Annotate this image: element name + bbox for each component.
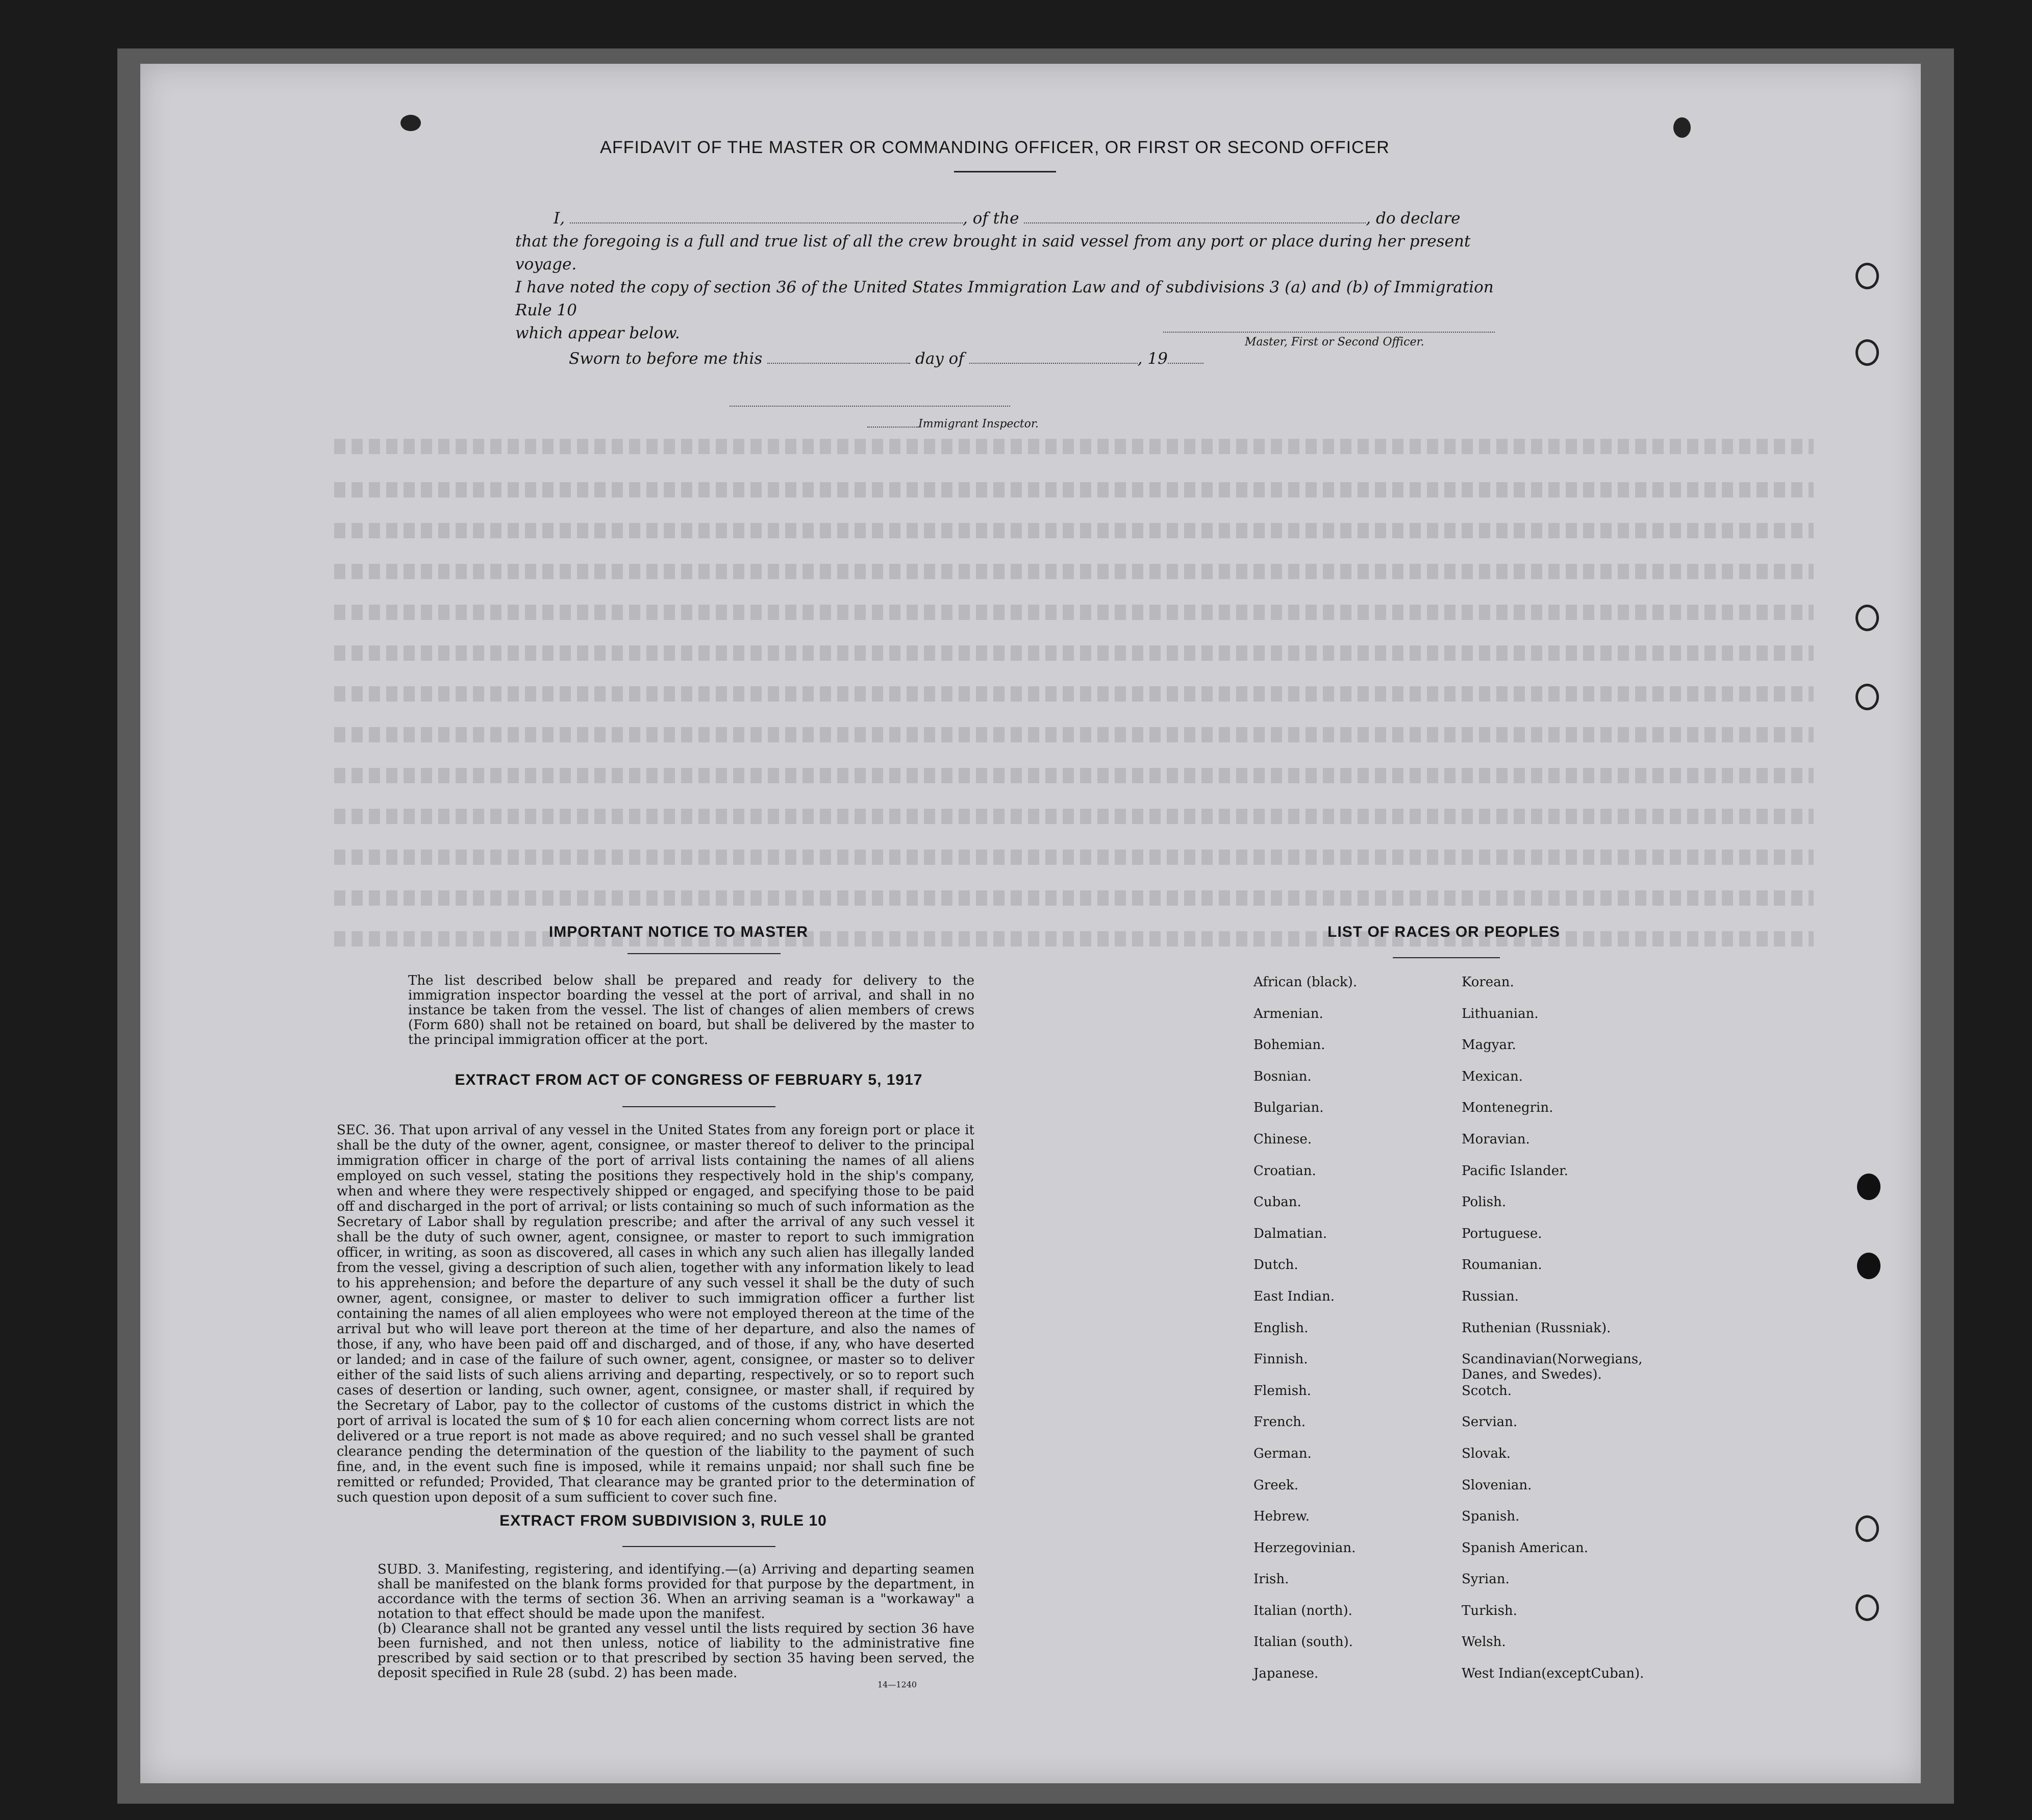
day-field[interactable] <box>767 347 910 364</box>
binder-hole <box>1855 263 1879 289</box>
day-of-label: day of <box>915 350 964 368</box>
form-number: 14—1240 <box>877 1680 917 1689</box>
race-item: Italian (south). <box>1253 1634 1353 1650</box>
binder-hole <box>1857 1174 1880 1200</box>
extract-act-underline <box>622 1106 775 1107</box>
race-item: Servian. <box>1462 1414 1518 1430</box>
binder-hole <box>1855 1594 1879 1621</box>
race-item: Bulgarian. <box>1253 1100 1324 1116</box>
affidavit-line-4: which appear below. <box>515 324 680 342</box>
of-the-label: , of the <box>962 209 1019 228</box>
race-item: Welsh. <box>1462 1634 1506 1650</box>
race-item: Korean. <box>1462 975 1514 990</box>
race-item: German. <box>1253 1445 1312 1461</box>
race-item: Slovak. <box>1462 1445 1511 1461</box>
affidavit-title: AFFIDAVIT OF THE MASTER OR COMMANDING OFFICER, OR FIRST OR SECOND OFFICER <box>600 138 1390 157</box>
affidavit-line-1 <box>515 207 1497 230</box>
year-label: , 19 <box>1137 350 1168 368</box>
races-list-left <box>1253 975 1447 1698</box>
extract-rule-underline <box>622 1546 775 1547</box>
race-item: Slovenian. <box>1462 1477 1532 1493</box>
race-item: Greek. <box>1253 1477 1298 1493</box>
race-item: Armenian. <box>1253 1006 1323 1021</box>
binder-hole <box>1855 1515 1879 1542</box>
binder-hole <box>1855 339 1879 366</box>
master-signature-field[interactable] <box>1163 332 1495 333</box>
year-field[interactable] <box>1168 347 1203 364</box>
race-item: Moravian. <box>1462 1131 1530 1147</box>
race-item: Montenegrin. <box>1462 1100 1553 1116</box>
race-item: Finnish. <box>1253 1352 1308 1367</box>
race-item: Roumanian. <box>1462 1257 1542 1273</box>
binder-hole <box>1857 1253 1880 1279</box>
race-item: Lithuanian. <box>1462 1006 1539 1021</box>
race-item: Bohemian. <box>1253 1037 1325 1053</box>
race-item: Flemish. <box>1253 1383 1312 1399</box>
notice-underline <box>628 953 781 954</box>
race-item: Syrian. <box>1462 1572 1510 1587</box>
extract-act-text: SEC. 36. That upon arrival of any vessel in the United States from any foreign port or place it shall be the duty of the owner, agent, consignee, or master thereof to deliver to the principal immigration officer in charge of the port of arrival lists containing the names of all aliens employed on such vessel, stating the positions they respectively hold in the ship's company, when and where they were respectively shipped or engaged, and specifying those to be paid off and discharged in the port of arrival; or lists containing so much of such information as the Secretary of Labor shall by regulation prescribe; and after the arrival of any such vessel it shall be the duty of such owner, agent, consignee, or master to report to such immigration officer, in writing, as soon as discovered, all cases in which any such alien has illegally landed from the vessel, giving a description of such alien, together with any information likely to lead to his apprehension; and before the departure of any such vessel it shall be the duty of such owner, agent, consignee, or master to deliver to such immigration officer a further list containing the names of all alien employees who were not employed thereon at the time of the arrival but who will leave port thereon at the time of her departure, and also the names of those, if any, who have been paid off and discharged, and of those, if any, who have deserted or landed; and in case of the failure of such owner, agent, consignee, or master so to deliver either of the said lists of such aliens arriving and departing, respectively, or so to report such cases of desertion or landing, such owner, agent, consignee, or master shall, if required by the Secretary of Labor, pay to the collector of customs of the customs district in which the port of arrival is located the sum of $ 10 for each alien concerning whom correct lists are not delivered or a true report is not made as above required; and no such vessel shall be granted clearance pending the determination of the question of the liability to the payment of such fine, and, in the event such fine is imposed, while it remains unpaid; nor shall such fine be remitted or refunded; Provided, That clearance may be granted prior to the determination of such question upon deposit of a sum sufficient to cover such fine. <box>337 1123 974 1505</box>
master-signature-label: Master, First or Second Officer. <box>1245 336 1424 348</box>
race-item: Turkish. <box>1462 1603 1517 1618</box>
races-title: LIST OF RACES OR PEOPLES <box>1327 924 1560 940</box>
race-item: Spanish American. <box>1462 1540 1589 1556</box>
race-item: English. <box>1253 1320 1309 1336</box>
race-item: African (black). <box>1253 975 1358 990</box>
affidavit-line-3: I have noted the copy of section 36 of the United States Immigration Law and of subdivisions 3 (a) and (b) of Immigration Rule 10 <box>515 278 1494 319</box>
title-underline <box>954 171 1056 172</box>
race-item: Croatian. <box>1253 1163 1316 1179</box>
race-item: Chinese. <box>1253 1131 1312 1147</box>
do-declare-label: , do declare <box>1366 209 1461 228</box>
race-item: Polish. <box>1462 1194 1507 1210</box>
vessel-field[interactable] <box>1024 207 1366 223</box>
race-item: French. <box>1253 1414 1306 1430</box>
ink-blot <box>1673 117 1691 138</box>
race-item: Italian (north). <box>1253 1603 1352 1618</box>
race-item: Scandinavian(Norwegians, Danes, and Swedes). <box>1462 1352 1643 1383</box>
race-item: Ruthenian (Russniak). <box>1462 1320 1611 1336</box>
month-field[interactable] <box>969 347 1138 364</box>
binder-hole <box>1855 684 1879 710</box>
race-item: Dutch. <box>1253 1257 1298 1273</box>
race-item: Pacific Islander. <box>1462 1163 1568 1179</box>
race-item: West Indian(exceptCuban). <box>1462 1666 1644 1682</box>
sworn-label: Sworn to before me this <box>569 350 763 368</box>
race-item: Dalmatian. <box>1253 1226 1327 1241</box>
extract-rule-title: EXTRACT FROM SUBDIVISION 3, RULE 10 <box>499 1512 827 1529</box>
inspector-label-text: Immigrant Inspector. <box>918 417 1039 431</box>
i-label: I, <box>554 209 565 228</box>
rule-para-a: SUBD. 3. Manifesting, registering, and identifying.—(a) Arriving and departing seamen shall be manifested on the blank forms provided for that purpose by the department, in accordance with the terms of section 36. When an arriving seaman is a "workaway" a notation to that effect should be made upon the manifest. <box>378 1562 974 1622</box>
race-item: Hebrew. <box>1253 1509 1310 1525</box>
binder-hole <box>1855 605 1879 631</box>
race-item: Russian. <box>1462 1288 1519 1304</box>
race-item: Scotch. <box>1462 1383 1512 1399</box>
race-item: Bosnian. <box>1253 1068 1312 1084</box>
affidavit-body <box>515 207 1497 345</box>
race-item: Mexican. <box>1462 1068 1523 1084</box>
notice-title: IMPORTANT NOTICE TO MASTER <box>548 924 809 940</box>
race-item: Spanish. <box>1462 1509 1520 1525</box>
affidavit-line-2: that the foregoing is a full and true list of all the crew brought in said vessel from any port or place during her present voyage. <box>515 232 1471 273</box>
race-item: Magyar. <box>1462 1037 1516 1053</box>
extract-rule-text <box>378 1562 974 1681</box>
sworn-line <box>569 347 1203 368</box>
extract-act-title: EXTRACT FROM ACT OF CONGRESS OF FEBRUARY 5, 1917 <box>455 1071 923 1088</box>
race-item: Herzegovinian. <box>1253 1540 1356 1556</box>
inspector-signature-field[interactable] <box>730 406 1010 407</box>
race-item: East Indian. <box>1253 1288 1335 1304</box>
races-underline <box>1393 957 1500 958</box>
race-item: Irish. <box>1253 1572 1289 1587</box>
notice-text: The list described below shall be prepared and ready for delivery to the immigration inspector boarding the vessel at the port of arrival, and shall in no instance be taken from the vessel. The list of changes of alien members of crews (Form 680) shall not be retained on board, but shall be delivered by the master to the principal immigration officer at the port. <box>408 973 974 1048</box>
name-field[interactable] <box>570 207 963 223</box>
race-item: Japanese. <box>1253 1666 1319 1682</box>
races-list-right <box>1462 975 1676 1698</box>
race-item: Portuguese. <box>1462 1226 1542 1241</box>
race-item: Cuban. <box>1253 1194 1301 1210</box>
ink-blot <box>400 115 421 131</box>
inspector-label <box>867 417 1039 431</box>
rule-para-b: (b) Clearance shall not be granted any vessel until the lists required by section 36 have been furnished, and not then unless, notice of liability to the administrative fine prescribed by said section or to that prescribed by section 35 having been served, the deposit specified in Rule 28 (subd. 2) has been made. <box>378 1621 974 1681</box>
